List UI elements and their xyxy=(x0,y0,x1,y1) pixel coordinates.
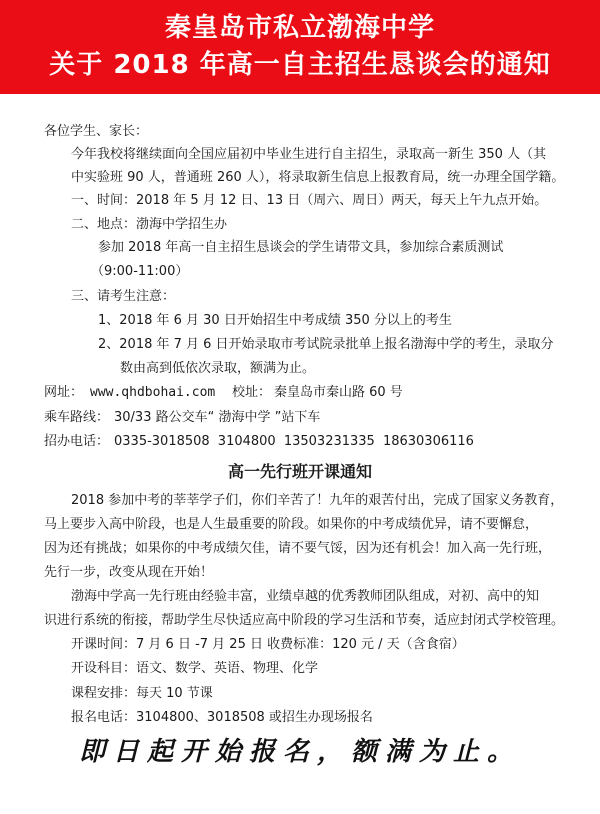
advance-class-heading: 高一先行班开课通知 xyxy=(227,462,372,481)
bus-label: 乘车路线： xyxy=(44,410,110,425)
enrollment-slogan: 即日起开始报名，额满为止。 xyxy=(78,737,521,767)
website-label: 网址： xyxy=(44,385,84,400)
attention-item-1: 1、2018 年 6 月 30 日开始招生中考成绩 350 分以上的考生 xyxy=(98,313,452,328)
class-subjects: 开设科目：语文、数学、英语、物理、化学 xyxy=(71,661,319,676)
advance-para1-line-2: 马上要步入高中阶段，也是人生最重要的阶段。如果你的中考成绩优异，请不要懈怠， xyxy=(44,517,539,532)
website-link[interactable]: www.qhdbohai.com xyxy=(90,385,216,400)
advance-para1-line-3: 因为还有挑战；如果你的中考成绩欠佳，请不要气馁，因为还有机会！加入高一先行班， xyxy=(44,541,552,556)
bus-route: 30/33 路公交车“ 渤海中学 ”站下车 xyxy=(114,410,321,425)
intro-line-2: 中实验班 90 人，普通班 260 人），将录取新生信息上报教育局，统一办理全国学籍。 xyxy=(71,170,565,185)
advance-para1-line-4: 先行一步，改变从现在开始！ xyxy=(44,565,214,580)
advance-para2-line-2: 识进行系统的衔接，帮助学生尽快适应高中阶段的学习生活和节奏，适应封闭式学校管理。 xyxy=(44,613,565,628)
advance-para2-line-1: 渤海中学高一先行班由经验丰富，业绩卓越的优秀教师团队组成，对初、高中的知 xyxy=(71,589,540,604)
attention-item-2-line-2: 数由高到低依次录取，额满为止。 xyxy=(120,361,316,376)
class-schedule: 课程安排：每天 10 节课 xyxy=(71,686,213,701)
time-line: 一、时间：2018 年 5 月 12 日、13 日（周六、周日）两天，每天上午九点开始。 xyxy=(71,193,548,208)
address-value: 秦皇岛市秦山路 60 号 xyxy=(274,385,403,400)
advance-para1-line-1: 2018 参加中考的莘莘学子们，你们辛苦了！九年的艰苦付出，完成了国家义务教育， xyxy=(71,493,564,508)
attention-heading: 三、请考生注意： xyxy=(71,289,176,304)
test-line-1: 参加 2018 年高一自主招生恳谈会的学生请带文具，参加综合素质测试 xyxy=(98,240,504,255)
class-signup: 报名电话：3104800、3018508 或招生办现场报名 xyxy=(71,710,373,725)
notice-title: 关于 2018 年高一自主招生恳谈会的通知 xyxy=(49,50,551,80)
test-line-2: （9:00-11:00） xyxy=(91,264,189,279)
address-label: 校址： xyxy=(232,385,272,400)
class-dates-fees: 开课时间：7 月 6 日 -7 月 25 日 收费标准：120 元 / 天（含食宿） xyxy=(71,637,465,652)
title-banner xyxy=(0,0,600,94)
attention-item-2-line-1: 2、2018 年 7 月 6 日开始录取市考试院录批单上报名渤海中学的考生，录取分 xyxy=(98,337,554,352)
phone-label: 招办电话： xyxy=(44,434,110,449)
school-title: 秦皇岛市私立渤海中学 xyxy=(164,13,435,43)
location-line: 二、地点：渤海中学招生办 xyxy=(71,217,228,232)
intro-line-1: 今年我校将继续面向全国应届初中毕业生进行自主招生，录取高一新生 350 人（其 xyxy=(71,147,547,162)
phone-numbers: 0335-3018508 3104800 13503231335 18630306116 xyxy=(114,434,474,449)
greeting: 各位学生、家长： xyxy=(44,124,149,139)
